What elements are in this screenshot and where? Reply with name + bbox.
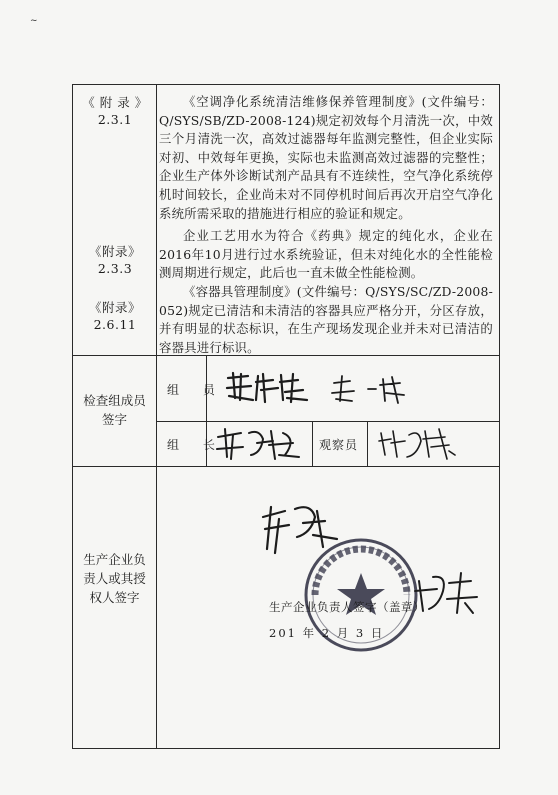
company-sign-caption: 生产企业负责人签字（盖章）	[269, 600, 425, 614]
company-signatory-label: 生产企业负 责人或其授 权人签字	[83, 552, 146, 605]
observer-label: 观察员	[319, 438, 359, 452]
member-signature-2	[328, 373, 408, 405]
corner-mark: ~	[30, 16, 38, 26]
sign-date: 201 年 2 月 3 日	[269, 626, 385, 640]
leader-signature	[213, 425, 305, 463]
leader-label: 组 长	[167, 438, 225, 452]
member-label: 组 员	[167, 383, 225, 397]
finding-paragraph-3: 《容器具管理制度》(文件编号：Q/SYS/SC/ZD-2008-052)规定已清洁和未清洁的容器具应严格分开，分区存放，并有明显的状态标识，在生产现场发现企业并未对已清洁的容器具进行标识。	[159, 284, 493, 355]
row-divider-inspection	[73, 466, 499, 467]
finding-paragraph-1: 《空调净化系统清洁维修保养管理制度》(文件编号：Q/SYS/SB/ZD-2008-124)规定初效每个月清洗一次，中效三个月清洗一次，高效过滤器每年监测完整性，但企业实际对初、中效每年更换，实际也未监测高效过滤器的完整性；企业生产体外诊断试剂产品具有不连续性，空气净化系统停机时间较长，企业尚未对不同停机时间后再次开启空气净化系统所需采取的措施进行相应的验证和规定。	[159, 94, 493, 221]
representative-signature	[411, 569, 481, 617]
finding-paragraph-2: 企业工艺用水为符合《药典》规定的纯化水，企业在2016年10月进行过水系统验证，但未对纯化水的全性能检测周期进行规定，此后也一直未做全性能检测。	[159, 228, 493, 281]
appendix-ref-2-3-3: 《附录》 2.3.3	[88, 244, 141, 276]
inspection-table	[72, 84, 500, 749]
observer-cell-divider-left	[312, 421, 313, 466]
observer-cell-divider-right	[367, 421, 368, 466]
member-signature-1	[223, 370, 313, 406]
appendix-ref-2-3-1: 《 附 录 》 2.3.1	[82, 95, 148, 127]
appendix-ref-2-6-11: 《附录》 2.6.11	[88, 300, 141, 332]
row-divider-leader	[156, 421, 499, 422]
column-divider	[156, 85, 157, 748]
inspection-group-label: 检查组成员 签字	[83, 393, 146, 427]
observer-signature	[375, 425, 459, 463]
